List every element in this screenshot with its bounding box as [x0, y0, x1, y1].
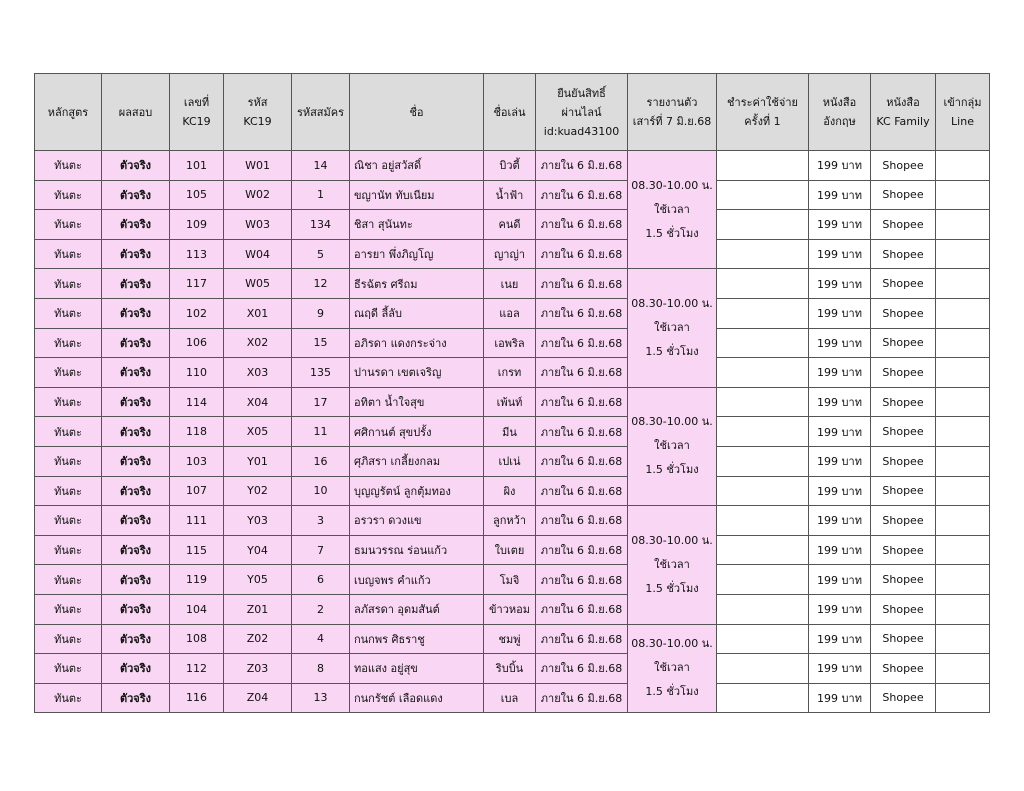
cell-name: ธมนวรรณ ร่อนแก้ว [350, 535, 484, 565]
cell-line-group [936, 328, 990, 358]
cell-fee [717, 565, 809, 595]
cell-nickname: คนดี [484, 210, 536, 240]
cell-confirm: ภายใน 6 มิ.ย.68 [536, 535, 628, 565]
cell-apply-code: 12 [292, 269, 350, 299]
cell-fee [717, 446, 809, 476]
cell-book-kc: Shopee [871, 328, 936, 358]
cell-name: ทอแสง อยู่สุข [350, 654, 484, 684]
cell-number: 116 [170, 683, 224, 713]
cell-number: 113 [170, 239, 224, 269]
cell-code: Y01 [224, 446, 292, 476]
cell-course: ทันตะ [35, 328, 102, 358]
table-row [35, 151, 990, 181]
cell-line-group [936, 387, 990, 417]
table-row [35, 476, 990, 506]
cell-fee [717, 683, 809, 713]
cell-result: ตัวจริง [102, 180, 170, 210]
report-time-line: ใช้เวลา [654, 439, 690, 453]
report-time-line: 1.5 ชั่วโมง [645, 345, 699, 359]
cell-code: Y04 [224, 535, 292, 565]
header-name: ชื่อ [350, 74, 484, 151]
cell-number: 114 [170, 387, 224, 417]
cell-apply-code: 13 [292, 683, 350, 713]
cell-book-kc: Shopee [871, 239, 936, 269]
cell-book-kc: Shopee [871, 594, 936, 624]
cell-line-group [936, 476, 990, 506]
cell-apply-code: 4 [292, 624, 350, 654]
cell-line-group [936, 506, 990, 536]
cell-code: Y02 [224, 476, 292, 506]
cell-apply-code: 135 [292, 358, 350, 388]
header-book-english: หนังสือ อังกฤษ [809, 74, 871, 151]
header-code: รหัส KC19 [224, 74, 292, 151]
cell-fee [717, 151, 809, 181]
cell-confirm: ภายใน 6 มิ.ย.68 [536, 594, 628, 624]
cell-book-english: 199 บาท [809, 565, 871, 595]
cell-book-english: 199 บาท [809, 506, 871, 536]
cell-book-kc: Shopee [871, 476, 936, 506]
cell-nickname: ใบเตย [484, 535, 536, 565]
cell-result: ตัวจริง [102, 151, 170, 181]
cell-course: ทันตะ [35, 506, 102, 536]
cell-code: W01 [224, 151, 292, 181]
cell-apply-code: 14 [292, 151, 350, 181]
report-time-line: 1.5 ชั่วโมง [645, 685, 699, 699]
report-time-line: ใช้เวลา [654, 661, 690, 675]
cell-book-english: 199 บาท [809, 239, 871, 269]
cell-confirm: ภายใน 6 มิ.ย.68 [536, 298, 628, 328]
report-time-line: ใช้เวลา [654, 557, 690, 571]
cell-line-group [936, 535, 990, 565]
cell-name: อทิตา น้ำใจสุข [350, 387, 484, 417]
cell-number: 107 [170, 476, 224, 506]
cell-result: ตัวจริง [102, 594, 170, 624]
cell-name: อรวรา ดวงแข [350, 506, 484, 536]
cell-result: ตัวจริง [102, 328, 170, 358]
cell-book-kc: Shopee [871, 654, 936, 684]
cell-nickname: เบล [484, 683, 536, 713]
cell-book-english: 199 บาท [809, 594, 871, 624]
table-row [35, 535, 990, 565]
cell-confirm: ภายใน 6 มิ.ย.68 [536, 328, 628, 358]
cell-course: ทันตะ [35, 654, 102, 684]
cell-nickname: เนย [484, 269, 536, 299]
cell-line-group [936, 594, 990, 624]
cell-course: ทันตะ [35, 298, 102, 328]
cell-nickname: มีน [484, 417, 536, 447]
cell-line-group [936, 358, 990, 388]
cell-result: ตัวจริง [102, 239, 170, 269]
cell-confirm: ภายใน 6 มิ.ย.68 [536, 151, 628, 181]
cell-line-group [936, 269, 990, 299]
cell-book-english: 199 บาท [809, 298, 871, 328]
cell-book-english: 199 บาท [809, 151, 871, 181]
cell-confirm: ภายใน 6 มิ.ย.68 [536, 476, 628, 506]
cell-code: X04 [224, 387, 292, 417]
cell-book-kc: Shopee [871, 624, 936, 654]
cell-book-english: 199 บาท [809, 210, 871, 240]
cell-number: 119 [170, 565, 224, 595]
cell-apply-code: 2 [292, 594, 350, 624]
table-row [35, 683, 990, 713]
table-row [35, 210, 990, 240]
header-book-kc: หนังสือ KC Family [871, 74, 936, 151]
cell-course: ทันตะ [35, 594, 102, 624]
cell-book-kc: Shopee [871, 387, 936, 417]
cell-result: ตัวจริง [102, 683, 170, 713]
cell-apply-code: 8 [292, 654, 350, 684]
cell-number: 111 [170, 506, 224, 536]
cell-code: Z03 [224, 654, 292, 684]
report-time-line: ใช้เวลา [654, 202, 690, 216]
cell-result: ตัวจริง [102, 417, 170, 447]
cell-result: ตัวจริง [102, 298, 170, 328]
cell-book-english: 199 บาท [809, 624, 871, 654]
cell-book-kc: Shopee [871, 417, 936, 447]
report-time-line: 1.5 ชั่วโมง [645, 463, 699, 477]
cell-name: ธีรฉัตร ศรีถม [350, 269, 484, 299]
cell-code: X01 [224, 298, 292, 328]
cell-name: บุญญรัตน์ ลูกตุ้มทอง [350, 476, 484, 506]
cell-confirm: ภายใน 6 มิ.ย.68 [536, 239, 628, 269]
cell-fee [717, 239, 809, 269]
cell-code: W05 [224, 269, 292, 299]
report-time-cell [628, 624, 717, 713]
cell-book-english: 199 บาท [809, 476, 871, 506]
cell-book-kc: Shopee [871, 210, 936, 240]
cell-code: X02 [224, 328, 292, 358]
cell-confirm: ภายใน 6 มิ.ย.68 [536, 565, 628, 595]
cell-name: ขญานัท ทับเนียม [350, 180, 484, 210]
cell-result: ตัวจริง [102, 446, 170, 476]
cell-line-group [936, 565, 990, 595]
report-time-cell [628, 151, 717, 269]
cell-number: 108 [170, 624, 224, 654]
table-body [35, 151, 990, 713]
header-report: รายงานตัว เสาร์ที่ 7 มิ.ย.68 [628, 74, 717, 151]
report-time-line: ใช้เวลา [654, 321, 690, 335]
cell-confirm: ภายใน 6 มิ.ย.68 [536, 210, 628, 240]
table-row [35, 239, 990, 269]
table-row [35, 269, 990, 299]
header-course: หลักสูตร [35, 74, 102, 151]
cell-course: ทันตะ [35, 624, 102, 654]
cell-name: เบญจพร คำแก้ว [350, 565, 484, 595]
cell-number: 106 [170, 328, 224, 358]
cell-apply-code: 11 [292, 417, 350, 447]
cell-number: 109 [170, 210, 224, 240]
cell-course: ทันตะ [35, 269, 102, 299]
cell-code: Z02 [224, 624, 292, 654]
report-time-line: 08.30-10.00 น. [631, 533, 713, 547]
cell-apply-code: 1 [292, 180, 350, 210]
cell-course: ทันตะ [35, 446, 102, 476]
cell-nickname: เปเน่ [484, 446, 536, 476]
cell-confirm: ภายใน 6 มิ.ย.68 [536, 624, 628, 654]
cell-number: 110 [170, 358, 224, 388]
cell-confirm: ภายใน 6 มิ.ย.68 [536, 180, 628, 210]
cell-name: อภิรดา แดงกระจ่าง [350, 328, 484, 358]
cell-confirm: ภายใน 6 มิ.ย.68 [536, 417, 628, 447]
cell-book-english: 199 บาท [809, 417, 871, 447]
cell-course: ทันตะ [35, 417, 102, 447]
table-row [35, 565, 990, 595]
cell-book-kc: Shopee [871, 180, 936, 210]
cell-number: 112 [170, 654, 224, 684]
cell-fee [717, 417, 809, 447]
table-row [35, 417, 990, 447]
report-time-line: 1.5 ชั่วโมง [645, 226, 699, 240]
header-confirm: ยืนยันสิทธิ์ ผ่านไลน์ id:kuad43100 [536, 74, 628, 151]
cell-name: ชิสา สุนันทะ [350, 210, 484, 240]
cell-confirm: ภายใน 6 มิ.ย.68 [536, 683, 628, 713]
cell-course: ทันตะ [35, 535, 102, 565]
cell-number: 115 [170, 535, 224, 565]
cell-name: ณฤดี ลี้ลับ [350, 298, 484, 328]
table-row [35, 387, 990, 417]
cell-line-group [936, 683, 990, 713]
cell-nickname: ญาญ่า [484, 239, 536, 269]
cell-book-english: 199 บาท [809, 328, 871, 358]
cell-course: ทันตะ [35, 151, 102, 181]
cell-code: X05 [224, 417, 292, 447]
table-row [35, 594, 990, 624]
cell-book-english: 199 บาท [809, 269, 871, 299]
header-result: ผลสอบ [102, 74, 170, 151]
cell-line-group [936, 624, 990, 654]
cell-confirm: ภายใน 6 มิ.ย.68 [536, 358, 628, 388]
cell-nickname: น้ำฟ้า [484, 180, 536, 210]
student-table [34, 73, 990, 713]
cell-apply-code: 5 [292, 239, 350, 269]
header-fee: ชำระค่าใช้จ่าย ครั้งที่ 1 [717, 74, 809, 151]
cell-apply-code: 17 [292, 387, 350, 417]
cell-apply-code: 16 [292, 446, 350, 476]
cell-course: ทันตะ [35, 180, 102, 210]
cell-name: ศุภิสรา เกลี้ยงกลม [350, 446, 484, 476]
cell-code: X03 [224, 358, 292, 388]
cell-nickname: บิวตี้ [484, 151, 536, 181]
cell-confirm: ภายใน 6 มิ.ย.68 [536, 506, 628, 536]
cell-nickname: ข้าวหอม [484, 594, 536, 624]
cell-course: ทันตะ [35, 565, 102, 595]
cell-apply-code: 134 [292, 210, 350, 240]
cell-nickname: โมจิ [484, 565, 536, 595]
cell-apply-code: 10 [292, 476, 350, 506]
cell-line-group [936, 654, 990, 684]
cell-fee [717, 180, 809, 210]
cell-book-english: 199 บาท [809, 683, 871, 713]
cell-line-group [936, 298, 990, 328]
cell-nickname: ชมพู่ [484, 624, 536, 654]
cell-course: ทันตะ [35, 358, 102, 388]
cell-course: ทันตะ [35, 476, 102, 506]
cell-name: อารยา พึ่งภิญโญ [350, 239, 484, 269]
header-number: เลขที่ KC19 [170, 74, 224, 151]
cell-name: ศศิกานต์ สุขปรั้ง [350, 417, 484, 447]
cell-fee [717, 654, 809, 684]
header-nickname: ชื่อเล่น [484, 74, 536, 151]
cell-book-english: 199 บาท [809, 358, 871, 388]
cell-code: Z04 [224, 683, 292, 713]
cell-book-english: 199 บาท [809, 180, 871, 210]
table-row [35, 180, 990, 210]
cell-book-kc: Shopee [871, 506, 936, 536]
cell-apply-code: 3 [292, 506, 350, 536]
cell-number: 105 [170, 180, 224, 210]
cell-fee [717, 298, 809, 328]
cell-fee [717, 328, 809, 358]
cell-fee [717, 624, 809, 654]
cell-code: W04 [224, 239, 292, 269]
cell-confirm: ภายใน 6 มิ.ย.68 [536, 446, 628, 476]
cell-number: 117 [170, 269, 224, 299]
cell-book-kc: Shopee [871, 683, 936, 713]
cell-confirm: ภายใน 6 มิ.ย.68 [536, 387, 628, 417]
cell-nickname: ผิง [484, 476, 536, 506]
cell-result: ตัวจริง [102, 565, 170, 595]
cell-book-english: 199 บาท [809, 387, 871, 417]
cell-name: ณิชา อยู่สวัสดิ์ [350, 151, 484, 181]
cell-book-kc: Shopee [871, 269, 936, 299]
cell-apply-code: 7 [292, 535, 350, 565]
cell-fee [717, 269, 809, 299]
cell-name: ลภัสรดา อุดมสันต์ [350, 594, 484, 624]
document-page [34, 73, 990, 713]
cell-nickname: เพ้นท์ [484, 387, 536, 417]
cell-result: ตัวจริง [102, 358, 170, 388]
header-line-group: เข้ากลุ่ม Line [936, 74, 990, 151]
cell-result: ตัวจริง [102, 476, 170, 506]
report-time-line: 08.30-10.00 น. [631, 415, 713, 429]
report-time-cell [628, 387, 717, 505]
cell-fee [717, 387, 809, 417]
cell-result: ตัวจริง [102, 535, 170, 565]
cell-course: ทันตะ [35, 210, 102, 240]
cell-apply-code: 15 [292, 328, 350, 358]
table-row [35, 358, 990, 388]
cell-line-group [936, 180, 990, 210]
cell-book-english: 199 บาท [809, 535, 871, 565]
cell-fee [717, 476, 809, 506]
cell-name: กนกพร ศิธราชู [350, 624, 484, 654]
report-time-line: 1.5 ชั่วโมง [645, 581, 699, 595]
table-header-row [35, 74, 990, 151]
cell-result: ตัวจริง [102, 387, 170, 417]
cell-code: Y05 [224, 565, 292, 595]
cell-apply-code: 6 [292, 565, 350, 595]
cell-book-kc: Shopee [871, 358, 936, 388]
cell-fee [717, 594, 809, 624]
cell-fee [717, 506, 809, 536]
cell-line-group [936, 210, 990, 240]
cell-code: Z01 [224, 594, 292, 624]
cell-number: 103 [170, 446, 224, 476]
report-time-line: 08.30-10.00 น. [631, 178, 713, 192]
cell-result: ตัวจริง [102, 624, 170, 654]
report-time-cell [628, 506, 717, 624]
cell-name: กนกรัชต์ เลือดแดง [350, 683, 484, 713]
cell-confirm: ภายใน 6 มิ.ย.68 [536, 654, 628, 684]
cell-number: 104 [170, 594, 224, 624]
cell-course: ทันตะ [35, 239, 102, 269]
cell-number: 101 [170, 151, 224, 181]
table-row [35, 298, 990, 328]
cell-line-group [936, 446, 990, 476]
cell-apply-code: 9 [292, 298, 350, 328]
cell-number: 118 [170, 417, 224, 447]
cell-fee [717, 210, 809, 240]
cell-nickname: ลูกหว้า [484, 506, 536, 536]
table-row [35, 446, 990, 476]
cell-book-english: 199 บาท [809, 446, 871, 476]
cell-result: ตัวจริง [102, 654, 170, 684]
cell-book-english: 199 บาท [809, 654, 871, 684]
report-time-cell [628, 269, 717, 387]
table-row [35, 654, 990, 684]
cell-line-group [936, 417, 990, 447]
cell-course: ทันตะ [35, 387, 102, 417]
cell-code: Y03 [224, 506, 292, 536]
cell-result: ตัวจริง [102, 210, 170, 240]
cell-book-kc: Shopee [871, 535, 936, 565]
report-time-line: 08.30-10.00 น. [631, 297, 713, 311]
cell-nickname: ริบบิ้น [484, 654, 536, 684]
cell-course: ทันตะ [35, 683, 102, 713]
cell-nickname: แอล [484, 298, 536, 328]
table-row [35, 624, 990, 654]
cell-code: W02 [224, 180, 292, 210]
header-apply-code: รหัสสมัคร [292, 74, 350, 151]
cell-name: ปานรดา เขตเจริญ [350, 358, 484, 388]
cell-line-group [936, 151, 990, 181]
cell-code: W03 [224, 210, 292, 240]
cell-book-kc: Shopee [871, 151, 936, 181]
cell-nickname: เอพริล [484, 328, 536, 358]
table-row [35, 328, 990, 358]
cell-fee [717, 535, 809, 565]
cell-nickname: เกรท [484, 358, 536, 388]
report-time-line: 08.30-10.00 น. [631, 637, 713, 651]
cell-book-kc: Shopee [871, 565, 936, 595]
cell-line-group [936, 239, 990, 269]
cell-confirm: ภายใน 6 มิ.ย.68 [536, 269, 628, 299]
cell-result: ตัวจริง [102, 269, 170, 299]
cell-number: 102 [170, 298, 224, 328]
table-row [35, 506, 990, 536]
cell-book-kc: Shopee [871, 298, 936, 328]
cell-result: ตัวจริง [102, 506, 170, 536]
cell-fee [717, 358, 809, 388]
cell-book-kc: Shopee [871, 446, 936, 476]
